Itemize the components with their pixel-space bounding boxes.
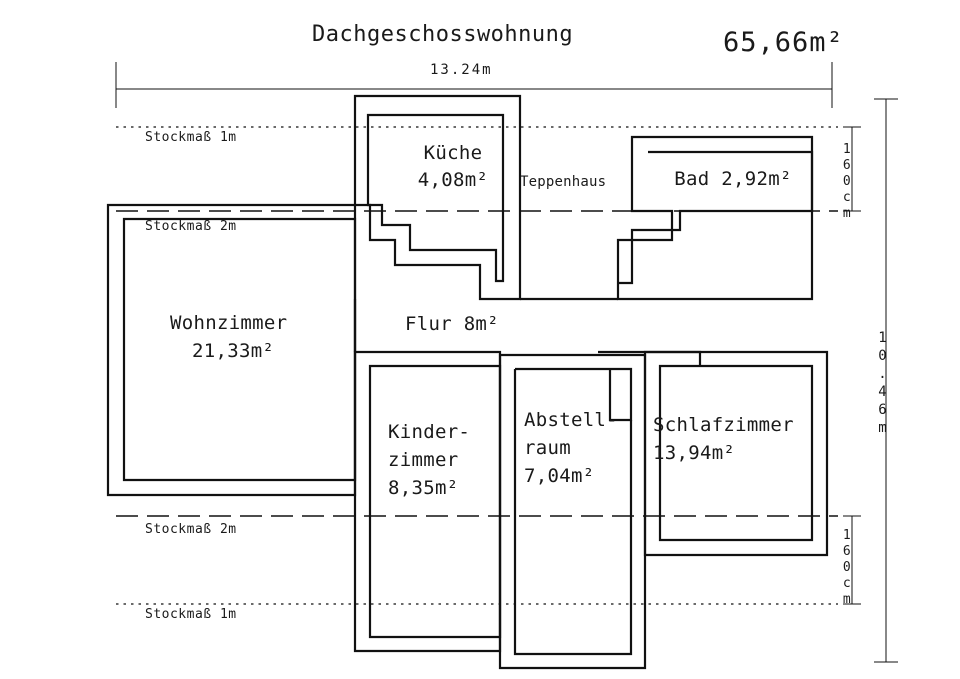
kneewall-bottom-label: 160cm xyxy=(839,528,855,608)
stockmass-2m-top-label: Stockmaß 2m xyxy=(145,219,237,234)
stockmass-1m-bottom-label: Stockmaß 1m xyxy=(145,607,237,622)
total-area-label: 65,66m² xyxy=(723,27,844,58)
room-label-abstellraum-line1: Abstell- xyxy=(524,409,618,431)
room-label-kinderzimmer-line2: zimmer xyxy=(388,449,459,471)
room-label-teppenhaus: Teppenhaus xyxy=(520,174,607,190)
room-label-kuche-name: Küche xyxy=(423,142,483,164)
room-label-kinderzimmer-area: 8,35m² xyxy=(388,477,459,499)
room-label-kinderzimmer-line1: Kinder- xyxy=(388,421,471,443)
room-label-kuche-area: 4,08m² xyxy=(417,169,489,191)
kneewall-top-label: 160cm xyxy=(839,142,855,222)
page-title: Dachgeschosswohnung xyxy=(312,22,574,47)
room-label-schlafzimmer-area: 13,94m² xyxy=(653,442,736,464)
wall-kuche-inner xyxy=(368,115,503,281)
wall-kinderzimmer-outer xyxy=(355,352,500,651)
room-label-bad: Bad 2,92m² xyxy=(674,168,792,190)
room-label-abstellraum-area: 7,04m² xyxy=(524,465,595,487)
stockmass-1m-top-label: Stockmaß 1m xyxy=(145,130,237,145)
room-label-abstellraum-line2: raum xyxy=(524,437,571,459)
room-label-wohnzimmer-area: 21,33m² xyxy=(192,340,275,362)
wall-kinderzimmer-inner xyxy=(370,366,500,637)
dimension-width-label: 13.24m xyxy=(430,62,493,78)
room-label-wohnzimmer-name: Wohnzimmer xyxy=(170,312,288,334)
dimension-height-label: 10.46m xyxy=(874,330,891,438)
wall-abstellraum-outer xyxy=(500,355,645,668)
stockmass-2m-bottom-label: Stockmaß 2m xyxy=(145,522,237,537)
room-label-flur: Flur 8m² xyxy=(405,313,499,335)
wall-bad-outer xyxy=(618,137,812,299)
room-label-schlafzimmer-name: Schlafzimmer xyxy=(653,414,794,436)
